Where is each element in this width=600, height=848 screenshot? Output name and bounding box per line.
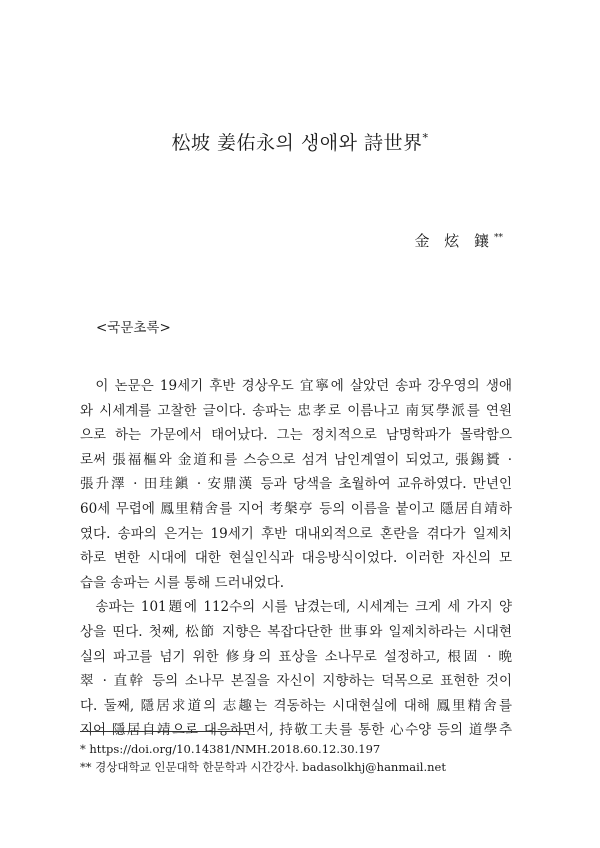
footnote-author-affiliation: ** 경상대학교 인문대학 한문학과 시간강사. badasolkhj@hanmail.net xyxy=(80,760,446,774)
text-line: 였다. 송파의 은거는 19세기 후반 대내외적으로 혼란을 겪다가 일제치 xyxy=(80,525,512,542)
author-footnote-marker: ** xyxy=(494,233,503,243)
title-footnote-marker: * xyxy=(422,131,429,145)
abstract-body xyxy=(80,374,512,743)
text-line: 송파는 101題에 112수의 시를 남겼는데, 시세계는 크게 세 가지 양 xyxy=(80,599,512,616)
footnotes xyxy=(80,740,520,776)
text-line: 으로 하는 가문에서 태어났다. 그는 정치적으로 남명학파가 몰락함으 xyxy=(80,427,512,444)
text-line: 翠 · 直幹 등의 소나무 본질을 자신이 지향하는 덕목으로 표현한 것이 xyxy=(80,673,512,690)
text-line: 다. 둘째, 隱居求道의 志趣는 격동하는 시대현실에 대해 鳳里精舍를 xyxy=(80,697,512,714)
text-line: 60세 무렵에 鳳里精舍를 지어 考槃亭 등의 이름을 붙이고 隱居自靖하 xyxy=(80,500,512,517)
footnote-separator xyxy=(80,731,248,732)
author-line xyxy=(414,230,503,251)
text-line: 실의 파고를 넘기 위한 修身의 표상을 소나무로 설정하고, 根固 · 晩 xyxy=(80,648,512,665)
abstract-heading: <국문초록> xyxy=(96,320,171,336)
text-line: 이 논문은 19세기 후반 경상우도 宜寧에 살았던 송파 강우영의 생애 xyxy=(80,378,512,394)
footnote-doi: * https://doi.org/10.14381/NMH.2018.60.12.30.197 xyxy=(80,742,381,756)
text-line: 하로 변한 시대에 대한 현실인식과 대응방식이었다. 이러한 자신의 모 xyxy=(80,550,512,567)
author-name: 金 炫 鑲 xyxy=(414,232,494,250)
text-line: 로써 張福樞와 金道和를 스승으로 섬겨 남인계열이 되었고, 張錫贇 · xyxy=(80,451,512,468)
text-line: 습을 송파는 시를 통해 드러내었다. xyxy=(80,574,285,591)
paper-title-text: 松坡 姜佑永의 생애와 詩世界 xyxy=(171,132,423,154)
text-line: 상을 띤다. 첫째, 松節 지향은 복잡다단한 世事와 일제치하라는 시대현 xyxy=(80,623,512,640)
text-line: 張升澤 · 田珪鎭 · 安鼎漢 등과 당색을 초월하여 교유하였다. 만년인 xyxy=(80,476,512,493)
text-line: 와 시세계를 고찰한 글이다. 송파는 忠孝로 이름나고 南冥學派를 연원 xyxy=(80,402,512,419)
paper-title xyxy=(0,128,600,155)
text-line: 지어 隱居自靖으로 대응하면서, 持敬工夫를 통한 心수양 등의 道學추 xyxy=(80,722,512,739)
